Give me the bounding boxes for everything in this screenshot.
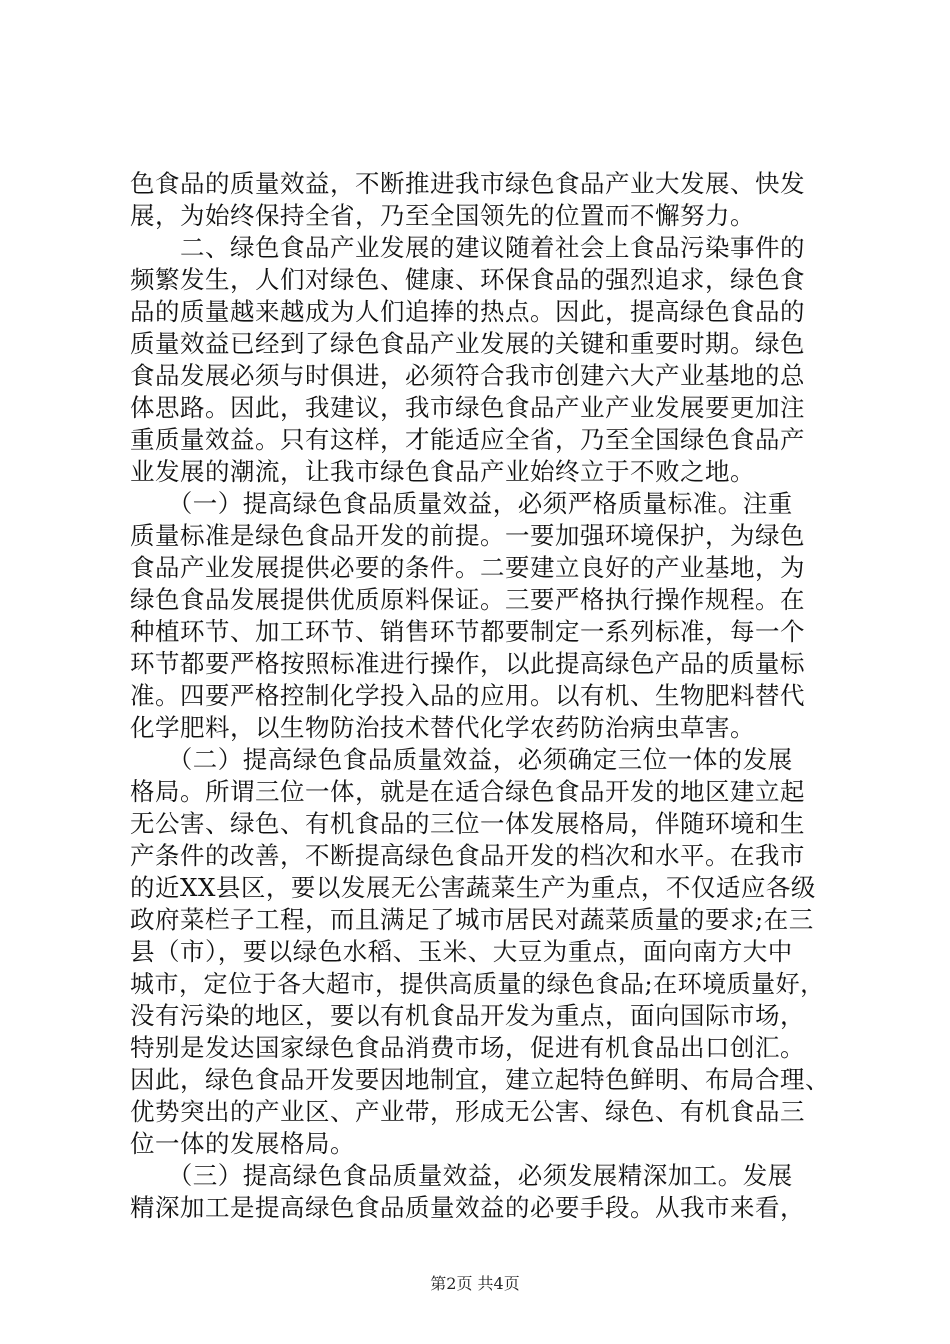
text-line: 质量效益已经到了绿色食品产业发展的关键和重要时期。绿色 [130, 329, 805, 358]
text-line: 业发展的潮流，让我市绿色食品产业始终立于不败之地。 [130, 457, 755, 486]
text-line: 优势突出的产业区、产业带，形成无公害、绿色、有机食品三 [130, 1097, 805, 1126]
text-line: 无公害、绿色、有机食品的三位一体发展格局，伴随环境和生 [130, 809, 805, 838]
text-line: 准。四要严格控制化学投入品的应用。以有机、生物肥料替代 [130, 681, 805, 710]
text-line: 食品产业发展提供必要的条件。二要建立良好的产业基地，为 [130, 553, 805, 582]
text-line: 食品发展必须与时俱进，必须符合我市创建六大产业基地的总 [130, 361, 805, 390]
text-line: 政府菜栏子工程，而且满足了城市居民对蔬菜质量的要求;在三 [130, 905, 814, 934]
text-line: 因此，绿色食品开发要因地制宜，建立起特色鲜明、布局合理、 [130, 1065, 830, 1094]
text-line: 产条件的改善，不断提高绿色食品开发的档次和水平。在我市 [130, 841, 805, 870]
text-line: 精深加工是提高绿色食品质量效益的必要手段。从我市来看， [130, 1193, 805, 1222]
text-line: （二）提高绿色食品质量效益，必须确定三位一体的发展 [130, 745, 793, 774]
text-line: 频繁发生，人们对绿色、健康、环保食品的强烈追求，绿色食 [130, 265, 805, 294]
page-footer: 第2页 共4页 [430, 1274, 520, 1293]
text-line: 种植环节、加工环节、销售环节都要制定一系列标准，每一个 [130, 617, 805, 646]
text-line: 重质量效益。只有这样，才能适应全省，乃至全国绿色食品产 [130, 425, 805, 454]
text-line: 绿色食品发展提供优质原料保证。三要严格执行操作规程。在 [130, 585, 805, 614]
text-line: 质量标准是绿色食品开发的前提。一要加强环境保护，为绿色 [130, 521, 805, 550]
text-line: 品的质量越来越成为人们追捧的热点。因此，提高绿色食品的 [130, 297, 805, 326]
text-line: 没有污染的地区，要以有机食品开发为重点，面向国际市场， [130, 1001, 805, 1030]
text-line: （一）提高绿色食品质量效益，必须严格质量标准。注重 [130, 489, 793, 518]
text-line: 体思路。因此，我建议，我市绿色食品产业产业发展要更加注 [130, 393, 805, 422]
text-line: 展，为始终保持全省，乃至全国领先的位置而不懈努力。 [130, 201, 755, 230]
text-line: （三）提高绿色食品质量效益，必须发展精深加工。发展 [130, 1161, 793, 1190]
text-line: 县（市），要以绿色水稻、玉米、大豆为重点，面向南方大中 [130, 937, 793, 966]
text-line: 色食品的质量效益，不断推进我市绿色食品产业大发展、快发 [130, 169, 805, 198]
text-line: 二、绿色食品产业发展的建议随着社会上食品污染事件的 [130, 233, 805, 262]
text-line: 特别是发达国家绿色食品消费市场，促进有机食品出口创汇。 [130, 1033, 805, 1062]
text-line: 位一体的发展格局。 [130, 1129, 355, 1158]
text-line: 环节都要严格按照标准进行操作，以此提高绿色产品的质量标 [130, 649, 805, 678]
text-line: 化学肥料，以生物防治技术替代化学农药防治病虫草害。 [130, 713, 755, 742]
text-line: 格局。所谓三位一体，就是在适合绿色食品开发的地区建立起 [130, 777, 805, 806]
text-line: 城市，定位于各大超市，提供高质量的绿色食品;在环境质量好， [130, 970, 825, 998]
text-line: 的近XX县区，要以发展无公害蔬菜生产为重点，不仅适应各级 [130, 873, 816, 902]
